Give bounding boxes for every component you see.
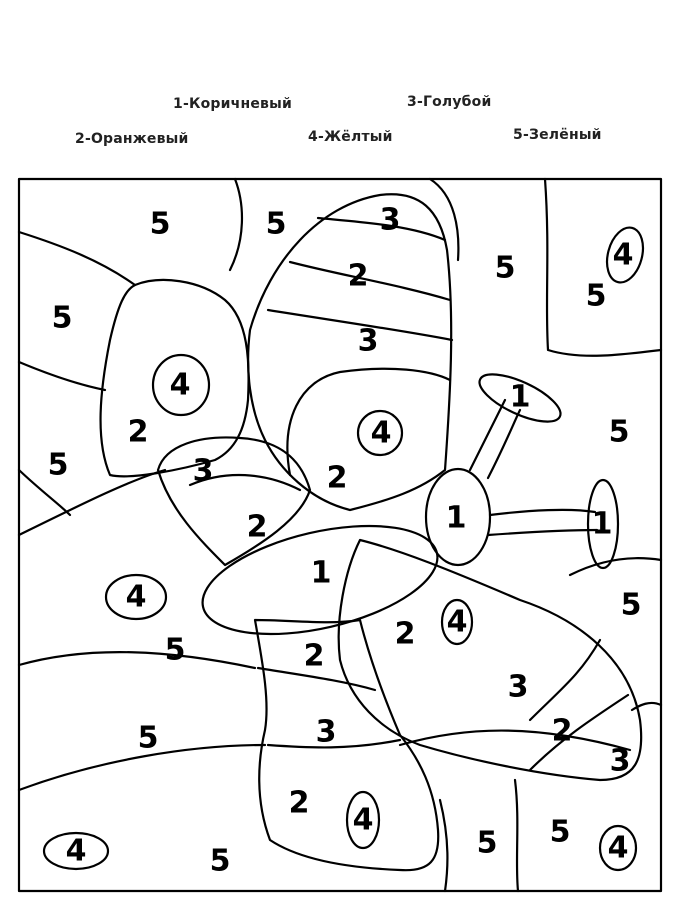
region-number: 1	[445, 500, 467, 536]
region-number: 3	[357, 323, 379, 359]
region-number: 4	[169, 367, 191, 403]
region-number: 4	[125, 579, 147, 615]
background-lines	[19, 179, 661, 891]
region-number: 5	[476, 825, 498, 861]
region-number: 5	[47, 447, 69, 483]
picture-frame	[19, 179, 661, 891]
region-number: 2	[288, 785, 310, 821]
region-number: 5	[585, 278, 607, 314]
wing-lower-right	[339, 540, 642, 780]
region-number: 2	[394, 616, 416, 652]
wing-upper-right	[248, 194, 451, 510]
region-number: 3	[609, 743, 631, 779]
region-number: 3	[379, 202, 401, 238]
region-number: 5	[209, 843, 231, 879]
region-number: 5	[620, 587, 642, 623]
region-number: 4	[446, 604, 468, 640]
region-number: 2	[303, 638, 325, 674]
region-number: 5	[51, 300, 73, 336]
legend-item-4: 4-Жёлтый	[308, 129, 393, 145]
region-number: 4	[352, 802, 374, 838]
region-number: 5	[164, 632, 186, 668]
region-number: 3	[315, 714, 337, 750]
region-number: 2	[127, 414, 149, 450]
region-number: 2	[246, 509, 268, 545]
legend-item-2: 2-Оранжевый	[75, 131, 189, 147]
region-number: 5	[608, 414, 630, 450]
region-number: 3	[192, 453, 214, 489]
region-number: 4	[607, 830, 629, 866]
region-number: 1	[509, 379, 531, 415]
legend-item-1: 1-Коричневый	[173, 96, 292, 112]
region-number: 3	[507, 669, 529, 705]
legend-item-5: 5-Зелёный	[513, 127, 602, 143]
region-number: 5	[149, 206, 171, 242]
region-number: 1	[591, 506, 613, 542]
region-number: 5	[494, 250, 516, 286]
antenna-right	[488, 510, 597, 535]
region-number: 2	[347, 258, 369, 294]
region-number: 4	[65, 833, 87, 869]
region-number: 5	[265, 206, 287, 242]
region-number: 5	[137, 720, 159, 756]
region-number: 4	[612, 237, 634, 273]
region-number: 2	[551, 713, 573, 749]
region-number: 1	[310, 555, 332, 591]
region-number: 5	[549, 814, 571, 850]
region-number: 2	[326, 460, 348, 496]
region-number: 4	[370, 415, 392, 451]
legend-item-3: 3-Голубой	[407, 94, 492, 110]
